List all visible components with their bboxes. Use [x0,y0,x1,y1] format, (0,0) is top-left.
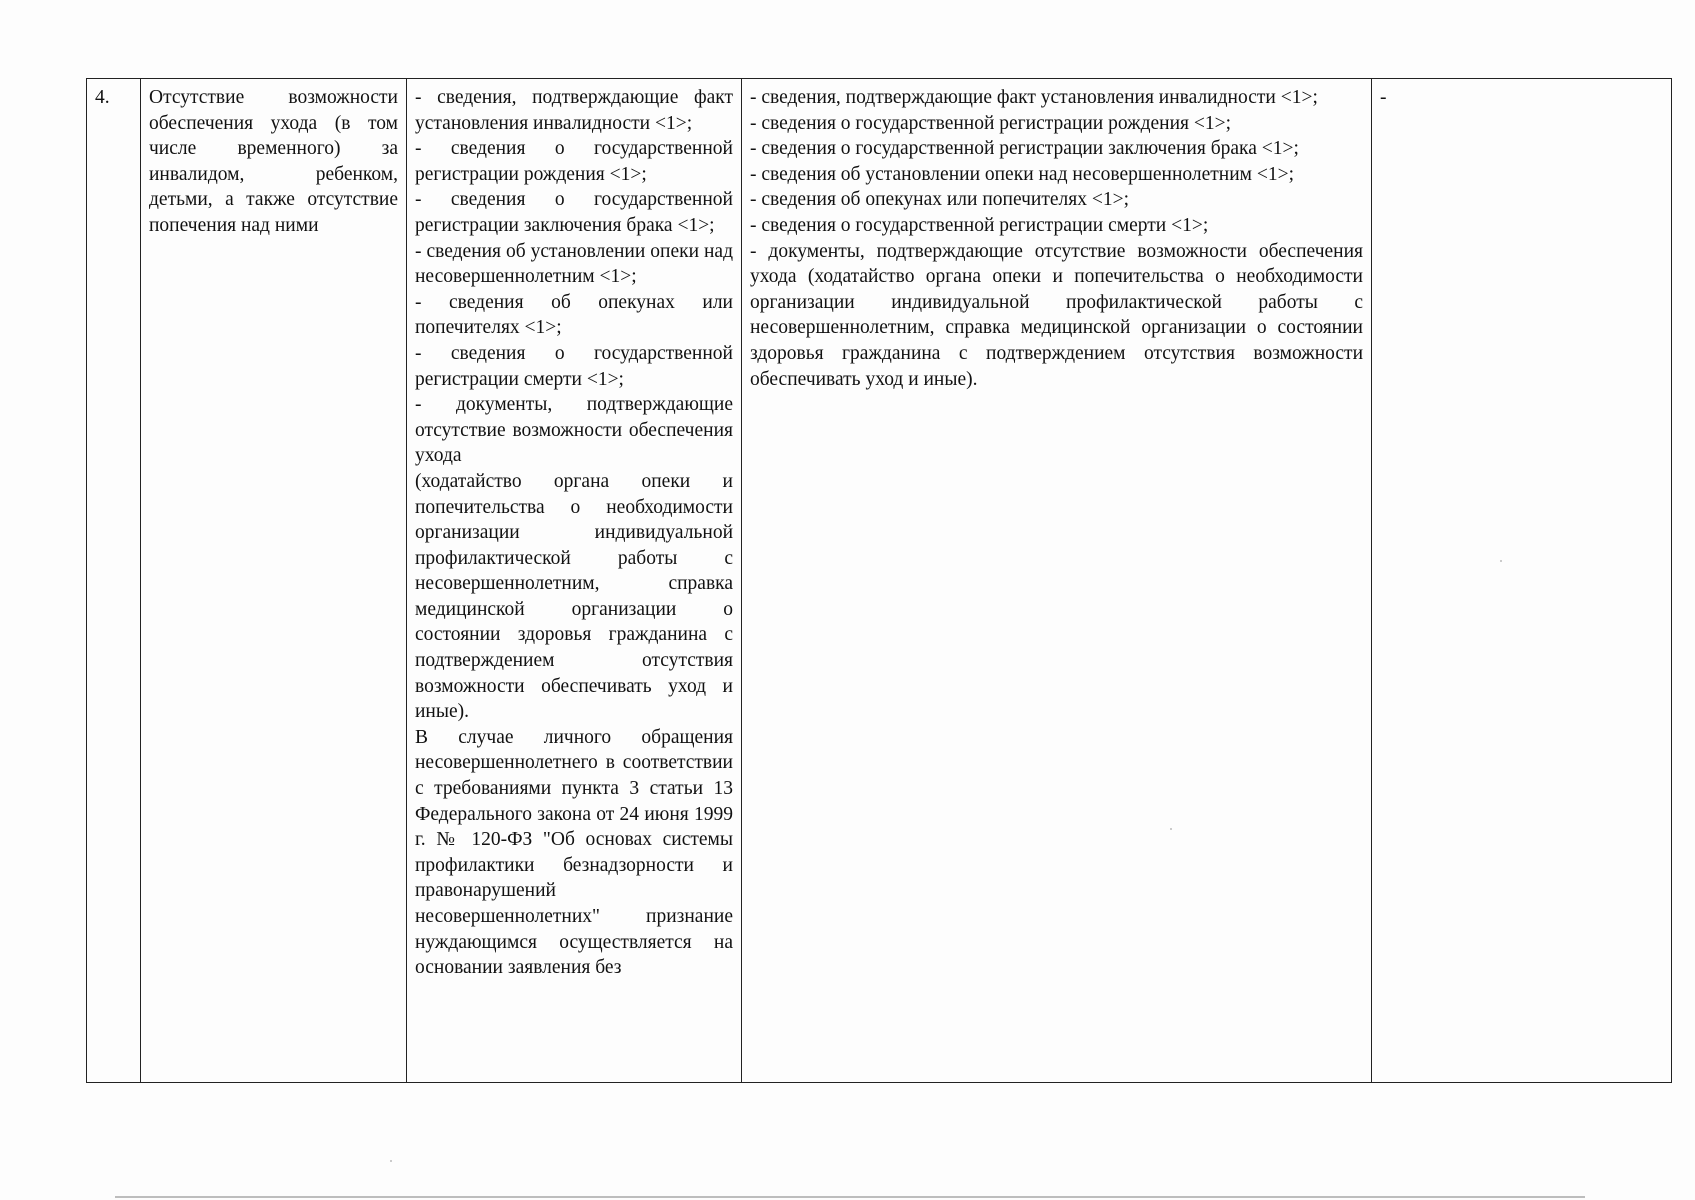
extra-cell [1372,79,1672,1083]
row-number: 4. [95,87,110,108]
reason-cell [141,79,407,1083]
scan-speck [1500,560,1502,562]
list-item: - сведения, подтверждающие факт установления инвалидности <1>; [750,87,1318,108]
list-item: - сведения о государственной регистрации рождения <1>; [750,112,1232,134]
scan-speck [1170,828,1172,830]
table-row [87,79,1672,1083]
list-item: - сведения о государственной регистрации заключения брака <1>; [750,138,1299,160]
reason-text: Отсутствие возможности обеспечения ухода (в том числе временного) за инвалидом, ребенком, детьми, а также отсутствие попечения над ними [149,87,398,236]
dash-mark: - [1380,87,1387,108]
row-number-cell [87,79,141,1083]
document-table [86,78,1672,1083]
list-item: - документы, подтверждающие отсутствие возможности обеспечения ухода (ходатайство органа опеки и попечительства о необходимости организации индивидуальной профилактической работы с несовершеннолетним, справка медицинской организации о состоянии здоровья гражданина с подтверждением отсутствия возможности обеспечивать уход и иные). [750,240,1363,390]
list-item: - сведения об опекунах или попечителях <1>; [415,291,733,339]
list-item: - сведения о государственной регистрации заключения брака <1>; [415,189,733,236]
documents-cell-a [407,79,742,1083]
list-item: (ходатайство органа опеки и попечительства о необходимости организации индивидуальной профилактической работы с несовершеннолетним, справка медицинской организации о состоянии здоровья гражданина с подтверждением отсутствия возможности обеспечивать уход и иные). [415,470,733,723]
documents-cell-b [742,79,1372,1083]
list-item: - сведения о государственной регистрации рождения <1>; [415,138,733,185]
scan-edge-line [115,1196,1585,1198]
list-item: - сведения о государственной регистрации смерти <1>; [750,214,1209,236]
list-item: - документы, подтверждающие отсутствие возможности обеспечения ухода [415,394,733,467]
list-item: - сведения, подтверждающие факт установления инвалидности <1>; [415,87,733,134]
list-item: В случае личного обращения несовершеннолетнего в соответствии с требованиями пункта 3 статьи 13 Федерального закона от 24 июня 1999 г. № 120-ФЗ "Об основах системы профилактики безнадзорности и правонарушений несовершеннолетних" признание нуждающимся осуществляется на основании заявления без [415,726,733,979]
scan-speck [390,1160,392,1162]
list-item: - сведения об установлении опеки над несовершеннолетним <1>; [750,163,1295,185]
list-item: - сведения об установлении опеки над несовершеннолетним <1>; [415,240,733,288]
list-item: - сведения об опекунах или попечителях <1>; [750,189,1130,211]
list-item: - сведения о государственной регистрации смерти <1>; [415,342,733,390]
